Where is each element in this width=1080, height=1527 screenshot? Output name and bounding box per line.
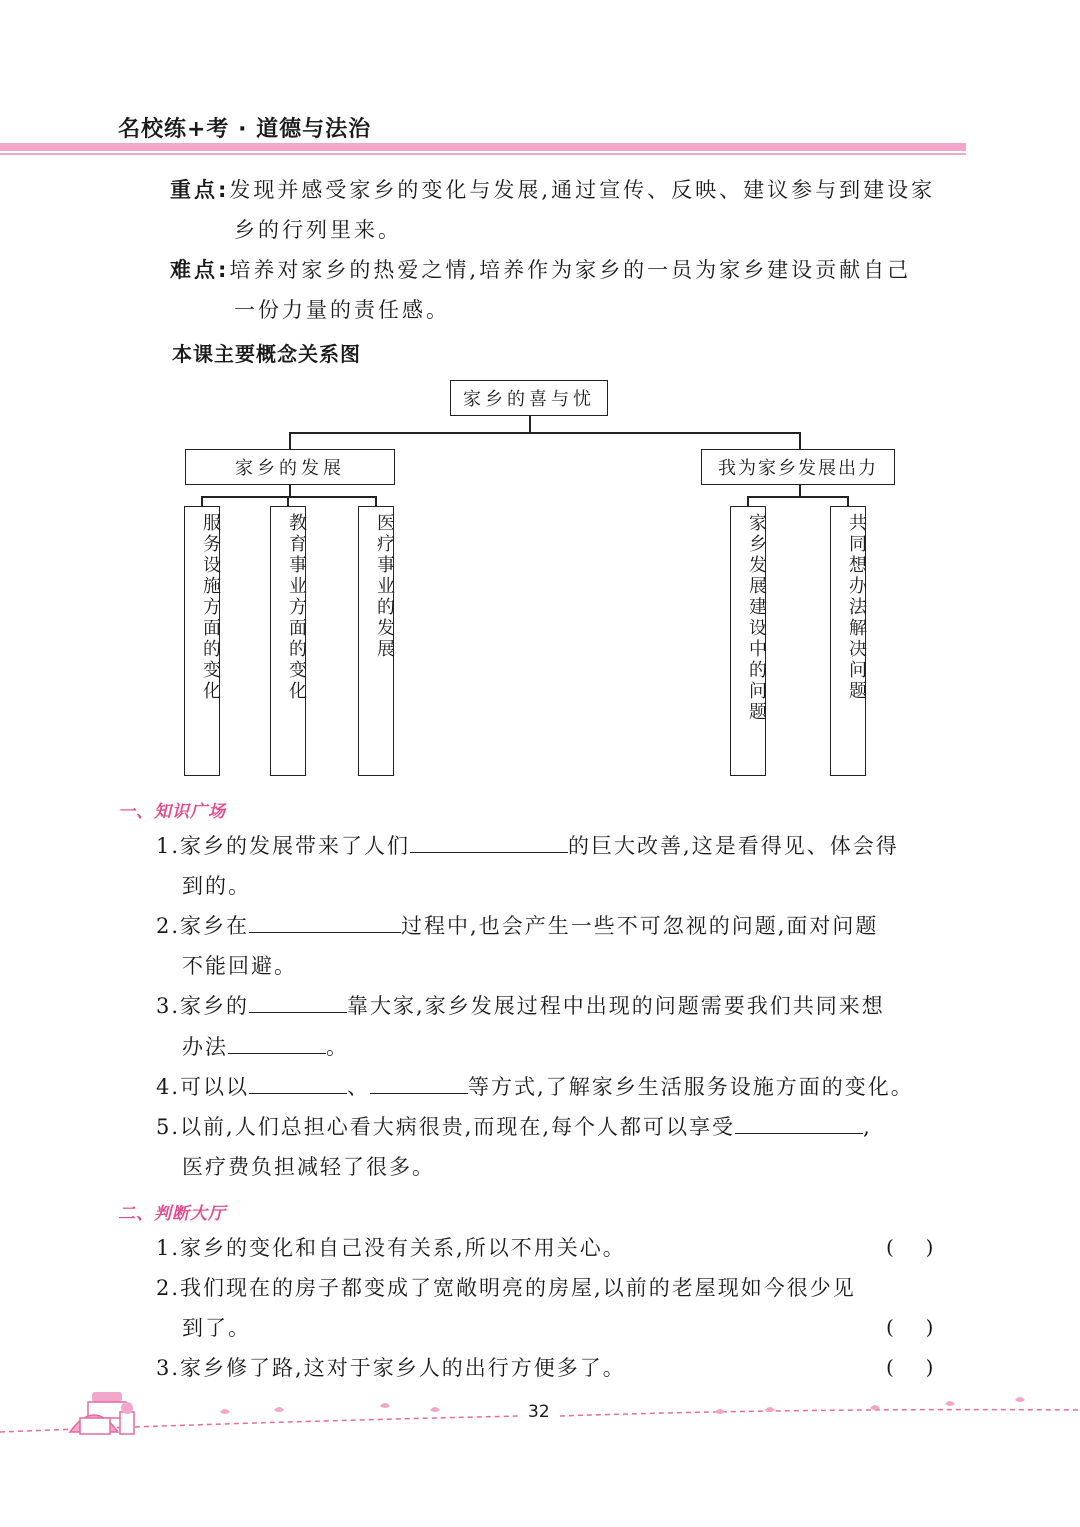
concept-leaf-box xyxy=(184,506,220,776)
q3-text-d: 。 xyxy=(326,1035,349,1059)
q3-text-a: 3.家乡的 xyxy=(156,994,250,1018)
blank-field[interactable] xyxy=(410,826,568,853)
q3-text-b: 靠大家,家乡发展过程中出现的问题需要我们共同来想 xyxy=(347,994,885,1018)
q1-text-a: 1.家乡的发展带来了人们 xyxy=(156,834,411,858)
q1-text-c: 到的。 xyxy=(182,874,251,898)
concept-leaf-text: 服务设施方面的变化 xyxy=(200,513,221,702)
blank-field[interactable] xyxy=(228,1027,326,1054)
difficulty-line1: 培养对家乡的热爱之情,培养作为家乡的一员为家乡建设贡献自己 xyxy=(229,258,912,282)
footer-dashed-line xyxy=(560,1410,1080,1416)
concept-root-box: 家乡的喜与忧 xyxy=(450,380,608,416)
connector xyxy=(201,496,377,498)
concept-leaf-text: 家乡发展建设中的问题 xyxy=(746,513,767,723)
q5-text-a: 5.以前,人们总担心看大病很贵,而现在,每个人都可以享受 xyxy=(156,1115,736,1139)
question-3 xyxy=(156,986,885,1026)
question-3-cont xyxy=(182,1027,349,1067)
answer-paren[interactable]: ( ) xyxy=(886,1315,934,1339)
judge-statement-2: 2.我们现在的房子都变成了宽敞明亮的房屋,以前的老屋现如今很少见 xyxy=(156,1276,856,1300)
connector xyxy=(289,432,801,434)
q2-text-a: 2.家乡在 xyxy=(156,914,250,938)
question-1 xyxy=(156,826,899,866)
difficulty-point xyxy=(170,250,970,290)
house-icon xyxy=(70,1392,134,1434)
blank-field[interactable] xyxy=(249,906,401,933)
key-point-line1: 发现并感受家乡的变化与发展,通过宣传、反映、建议参与到建设家 xyxy=(229,178,936,202)
q5-text-c: 医疗费负担减轻了很多。 xyxy=(182,1155,435,1179)
concept-right-box: 我为家乡发展出力 xyxy=(701,449,895,485)
difficulty-label: 难点: xyxy=(170,258,230,282)
judge-statement-2-cont: 到了。 xyxy=(182,1316,251,1340)
q4-text-c: 等方式,了解家乡生活服务设施方面的变化。 xyxy=(468,1075,914,1099)
q4-text-a: 4.可以以 xyxy=(156,1075,250,1099)
blank-field[interactable] xyxy=(735,1107,863,1134)
blank-field[interactable] xyxy=(249,986,347,1013)
header-bar-thin xyxy=(0,153,966,155)
q3-text-c: 办法 xyxy=(182,1035,228,1059)
key-point-line2: 乡的行列里来。 xyxy=(234,218,402,242)
judge-statement-3: 3.家乡修了路,这对于家乡人的出行方便多了。 xyxy=(156,1356,626,1380)
difficulty-line2: 一份力量的责任感。 xyxy=(234,298,450,322)
section1-heading: 一、知识广场 xyxy=(118,802,226,822)
question-2 xyxy=(156,906,878,946)
answer-paren[interactable]: ( ) xyxy=(886,1355,934,1379)
q1-text-b: 的巨大改善,这是看得见、体会得 xyxy=(568,834,899,858)
concept-leaf-text: 共同想办法解决问题 xyxy=(846,513,867,702)
concept-leaf-box xyxy=(830,506,866,776)
book-title: 名校练+考 · 道德与法治 xyxy=(118,117,372,142)
leaf-icon xyxy=(220,1397,1025,1414)
connector xyxy=(747,496,849,498)
concept-leaf-box xyxy=(358,506,394,776)
blank-field[interactable] xyxy=(370,1067,468,1094)
q2-text-c: 不能回避。 xyxy=(182,954,297,978)
question-5 xyxy=(156,1107,872,1147)
connector xyxy=(289,432,291,450)
section2-heading: 二、判断大厅 xyxy=(118,1204,226,1224)
q2-text-b: 过程中,也会产生一些不可忽视的问题,面对问题 xyxy=(401,914,879,938)
q5-text-b: , xyxy=(863,1115,872,1139)
blank-field[interactable] xyxy=(249,1067,347,1094)
key-point xyxy=(170,170,970,210)
question-4 xyxy=(156,1067,914,1107)
concept-leaf-text: 医疗事业的发展 xyxy=(374,513,395,660)
concept-leaf-box xyxy=(730,506,766,776)
concept-leaf-text: 教育事业方面的变化 xyxy=(286,513,307,702)
q4-text-b: 、 xyxy=(347,1075,371,1099)
page-number: 32 xyxy=(528,1402,550,1422)
header-bar xyxy=(0,143,966,151)
concept-leaf-box xyxy=(270,506,306,776)
concept-left-box: 家乡的发展 xyxy=(185,449,395,485)
answer-paren[interactable]: ( ) xyxy=(886,1235,934,1259)
connector xyxy=(799,432,801,450)
concept-map-title: 本课主要概念关系图 xyxy=(172,342,361,366)
judge-statement-1: 1.家乡的变化和自己没有关系,所以不用关心。 xyxy=(156,1236,626,1260)
key-point-label: 重点: xyxy=(170,178,230,202)
